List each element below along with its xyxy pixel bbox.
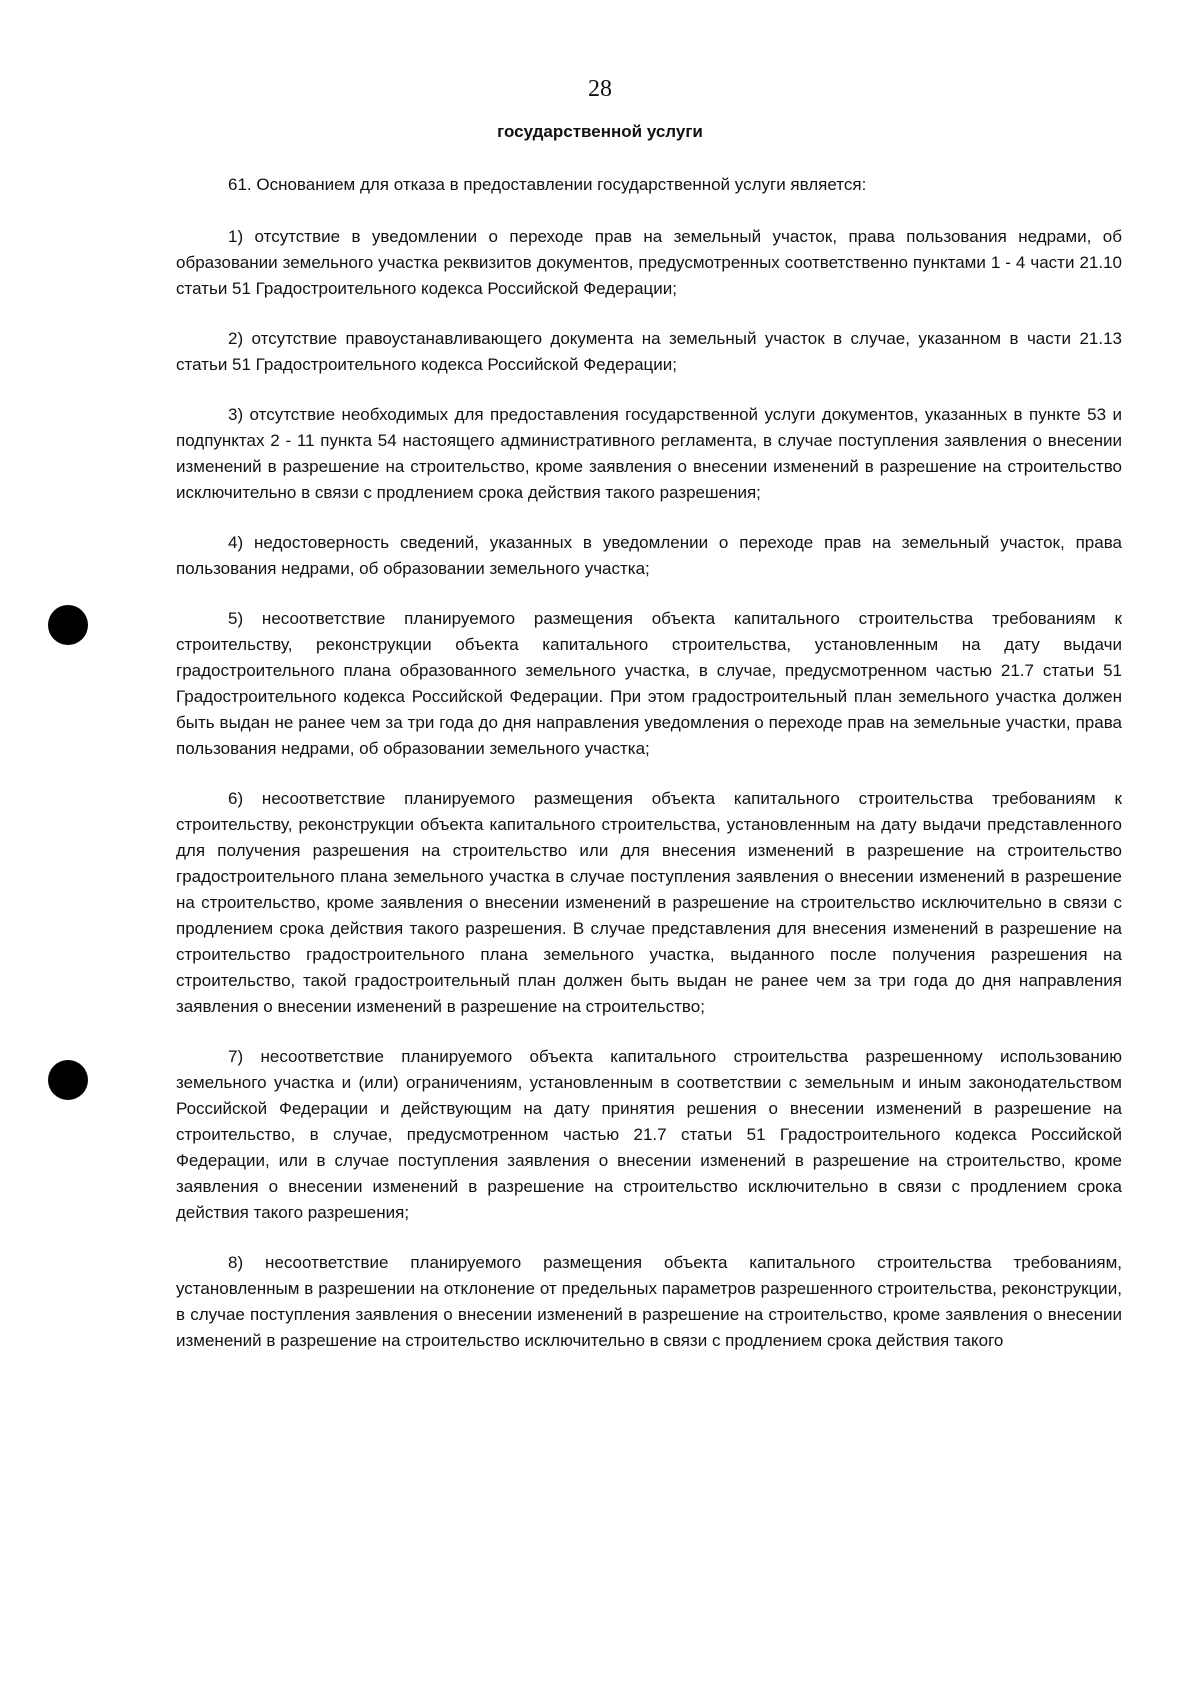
document-body [176, 172, 1122, 1378]
list-item-8: 8) несоответствие планируемого размещения объекта капитального строительства требованиям, установленным в разрешении на отклонение от предельных параметров разрешенного строительства, реконструкции, в случае поступления заявления о внесении изменений в разрешение на строительство, кроме заявления о внесении изменений в разрешение на строительство исключительно в связи с продлением срока действия такого [176, 1253, 1122, 1350]
punch-hole [48, 1060, 88, 1100]
list-item-6: 6) несоответствие планируемого размещения объекта капитального строительства требованиям к строительству, реконструкции объекта капитального строительства, установленным на дату выдачи представленного для получения разрешения на строительство или для внесения изменений в разрешение на строительство градостроительного плана земельного участка в случае поступления заявления о внесении изменений в разрешение на строительство, кроме заявления о внесении изменений в разрешение на строительство исключительно в связи с продлением срока действия такого разрешения. В случае представления для внесения изменений в разрешение на строительство градостроительного плана земельного участка, выданного после получения разрешения на строительство, такой градостроительный план должен быть выдан не ранее чем за три года до дня направления заявления о внесении изменений в разрешение на строительство; [176, 789, 1122, 1016]
page-number: 28 [588, 76, 612, 102]
list-item-7: 7) несоответствие планируемого объекта капитального строительства разрешенному использованию земельного участка и (или) ограничениям, установленным в соответствии с земельным и иным законодательством Российской Федерации и действующим на дату принятия решения о внесении изменений в разрешение на строительство, в случае, предусмотренном частью 21.7 статьи 51 Градостроительного кодекса Российской Федерации, или в случае поступления заявления о внесении изменений в разрешение на строительство, кроме заявления о внесении изменений в разрешение на строительство исключительно в связи с продлением срока действия такого разрешения; [176, 1047, 1122, 1222]
punch-hole [48, 605, 88, 645]
list-item-5: 5) несоответствие планируемого размещения объекта капитального строительства требованиям к строительству, реконструкции объекта капитального строительства, установленным на дату выдачи градостроительного плана образованного земельного участка, в случае, предусмотренном частью 21.7 статьи 51 Градостроительного кодекса Российской Федерации. При этом градостроительный план земельного участка должен быть выдан не ранее чем за три года до дня направления уведомления о переходе прав на земельные участки, права пользования недрами, об образовании земельного участка; [176, 609, 1122, 758]
list-item-2: 2) отсутствие правоустанавливающего документа на земельный участок в случае, указанном в части 21.13 статьи 51 Градостроительного кодекса Российской Федерации; [176, 329, 1122, 374]
paragraph-61: 61. Основанием для отказа в предоставлении государственной услуги является: [228, 175, 867, 194]
list-item-3: 3) отсутствие необходимых для предоставления государственной услуги документов, указанных в пункте 53 и подпунктах 2 - 11 пункта 54 настоящего административного регламента, в случае поступления заявления о внесении изменений в разрешение на строительство, кроме заявления о внесении изменений в разрешение на строительство исключительно в связи с продлением срока действия такого разрешения; [176, 405, 1122, 502]
section-heading: государственной услуги [497, 122, 703, 141]
list-item-1: 1) отсутствие в уведомлении о переходе прав на земельный участок, права пользования недрами, об образовании земельного участка реквизитов документов, предусмотренных соответственно пунктами 1 - 4 части 21.10 статьи 51 Градостроительного кодекса Российской Федерации; [176, 227, 1122, 298]
list-item-4: 4) недостоверность сведений, указанных в уведомлении о переходе прав на земельный участок, права пользования недрами, об образовании земельного участка; [176, 533, 1122, 578]
